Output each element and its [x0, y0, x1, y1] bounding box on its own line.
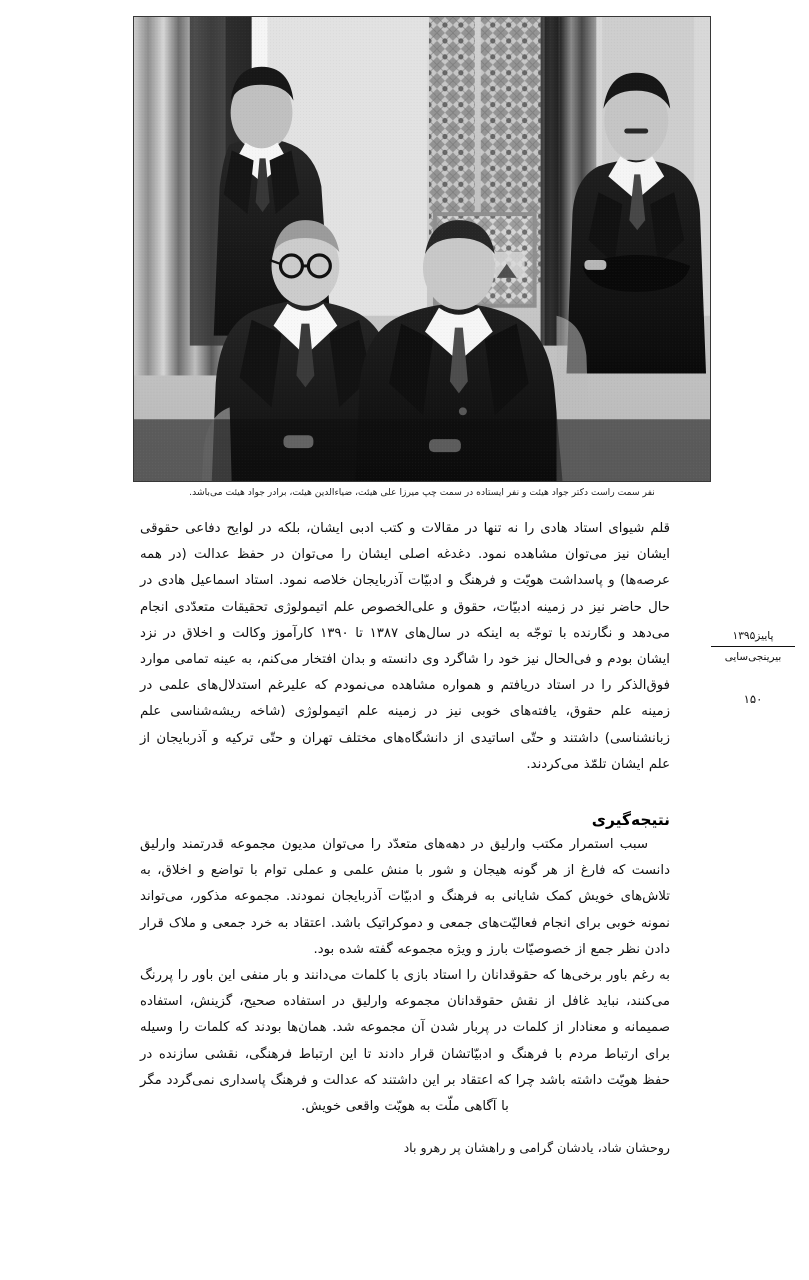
issue-subtitle-label: بیرینجی‌سایی [724, 651, 782, 663]
historical-photograph [133, 16, 711, 482]
main-text-column [140, 516, 670, 1160]
conclusion-heading: نتیجه‌گیری [591, 811, 670, 830]
section-gap [140, 778, 670, 808]
photo-figure [133, 16, 711, 498]
margin-issue-note [705, 628, 801, 665]
conclusion-paragraph-1: سبب استمرار مکتب وارلیق در دهه‌های متعدّد را می‌توان مدیون مجموعه قدرتمند وارلیق دانست که فارغ از هر گونه هیجان و شور با منش علمی و عملی توام با تواضع و اخلاق، به تلاش‌های خویش کمک شایانی به فرهنگ و ادبیّات آذربایجان نمودند. مجموعه مذکور، می‌تواند نمونه خوبی برای انجام فعالیّت‌های جمعی و دموکراتیک باشد. اعتقاد به خرد جمعی و ملاک قرار دادن نظر جمع از خصوصیّات بارز و ویژه مجموعه گفته شده بود. [140, 837, 670, 957]
page-number: ۱۵۰ [743, 692, 763, 706]
margin-divider [711, 646, 795, 647]
body-paragraph-1: قلم شیوای استاد هادی را نه تنها در مقالات و کتب ادبی ایشان، بلکه در لوایح دفاعی حقوقی ایشان نیز می‌توان مشاهده نمود. دغدغه اصلی ایشان را می‌توان در حفظ عدالت (در همه عرصه‌ها) و پاسداشت هویّت و فرهنگ و ادبیّات آذربایجان خلاصه نمود. استاد اسماعیل هادی در حال حاضر نیز در زمینه ادبیّات، حقوق و علی‌الخصوص علم اتیمولوژی تحقیقات متعدّدی انجام می‌دهد و نگارنده با توجّه به اینکه در سال‌های ۱۳۸۷ تا ۱۳۹۰ کارآموز وکالت و اخلاق در نزد ایشان بودم و فی‌الحال نیز خود را شاگرد وی دانسته و بدان افتخار می‌کنم، به عینه تمامی موارد فوق‌الذکر را در استاد دریافتم و همواره مشاهده می‌نمودم که علیرغم استدلال‌های علمی در زمینه علم حقوق، یافته‌های خوبی نیز در زمینه علم اتیمولوژی (شاخه ریشه‌شناسی علم زبانشناسی) داشتند و حتّی اساتیدی از دانشگاه‌های مختلف تهران و حتّی ترکیه و آذربایجان از علم ایشان تلمّذ می‌کردند. [140, 521, 671, 772]
conclusion-paragraph-2: به رغم باور برخی‌ها که حقوقدانان را استاد بازی با کلمات می‌دانند و بار منفی این باور را پررنگ می‌کنند، نباید غافل از نقش حقوقدانان مجموعه وارلیق در استفاده صحیح، گزینش، استفاده صمیمانه و معنادار از کلمات در پربار شدن آن مجموعه شد. همان‌ها بودند که کلمات را وسیله برای ارتباط مردم با فرهنگ و ادبیّاتشان قرار دادند تا این ارتباط فرهنگی، نقشی سازنده در حفظ هویّت داشته باشد چرا که اعتقاد بر این داشتند که عدالت و فرهنگ پاسداری نمی‌گردد مگر با آگاهی ملّت به هویّت واقعی خویش. [140, 968, 670, 1115]
closing-line: روحشان شاد، یادشان گرامی و راهشان پر رهرو باد [403, 1140, 670, 1156]
photograph-graphic [134, 17, 710, 481]
issue-date-label: پاییز۱۳۹۵ [732, 630, 774, 642]
photo-caption: نفر سمت راست دکتر جواد هیئت و نفر ایستاده در سمت چپ میرزا علی هیئت، ضیاءالدین هیئت، برادر جواد هیئت می‌باشد. [189, 487, 655, 498]
